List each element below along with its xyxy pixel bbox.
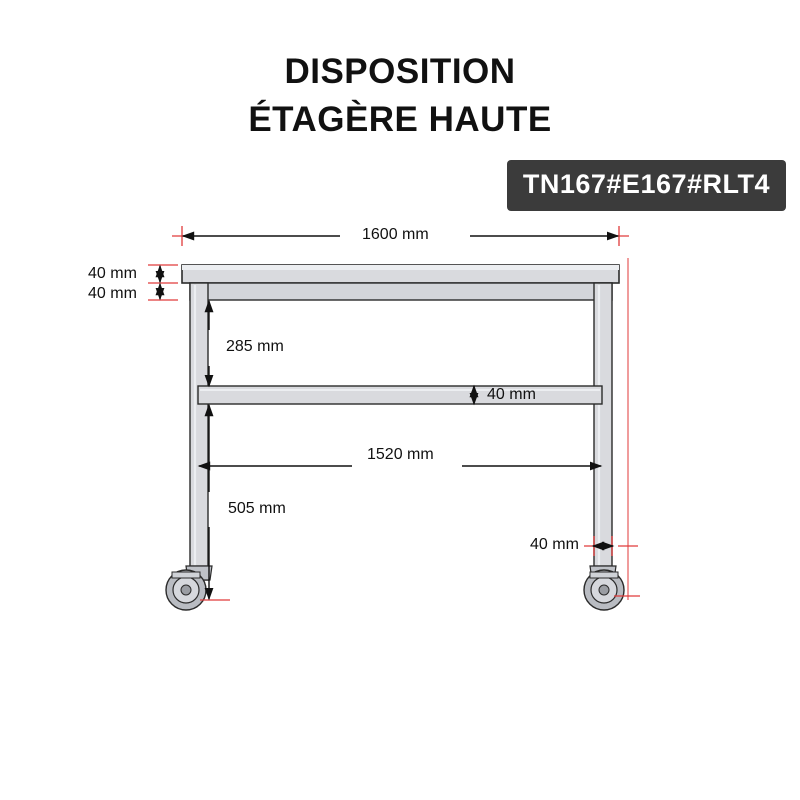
caster-left	[166, 566, 212, 610]
dimension-label-frame-thickness: 40 mm	[88, 285, 137, 302]
dimension-label-top-thickness: 40 mm	[88, 265, 137, 282]
dimension-label-lower-height: 505 mm	[228, 500, 286, 517]
page-title-line2: ÉTAGÈRE HAUTE	[248, 100, 552, 139]
page-title-line1: DISPOSITION	[284, 52, 516, 91]
dimension-label-inner-width: 1520 mm	[367, 446, 434, 463]
table-mid-shelf	[198, 386, 602, 404]
dimension-label-leg-width: 40 mm	[530, 536, 579, 553]
dimension-label-shelf-thickness: 40 mm	[487, 386, 536, 403]
table-upper-rail	[190, 283, 612, 300]
dimension-label-upper-gap: 285 mm	[226, 338, 284, 355]
dimension-label-overall-width: 1600 mm	[362, 226, 429, 243]
table-left-leg	[190, 283, 208, 580]
reference-badge: TN167#E167#RLT4	[507, 160, 786, 211]
table-right-leg	[594, 283, 612, 580]
table-top-plate	[182, 265, 619, 283]
caster-right	[584, 566, 624, 610]
